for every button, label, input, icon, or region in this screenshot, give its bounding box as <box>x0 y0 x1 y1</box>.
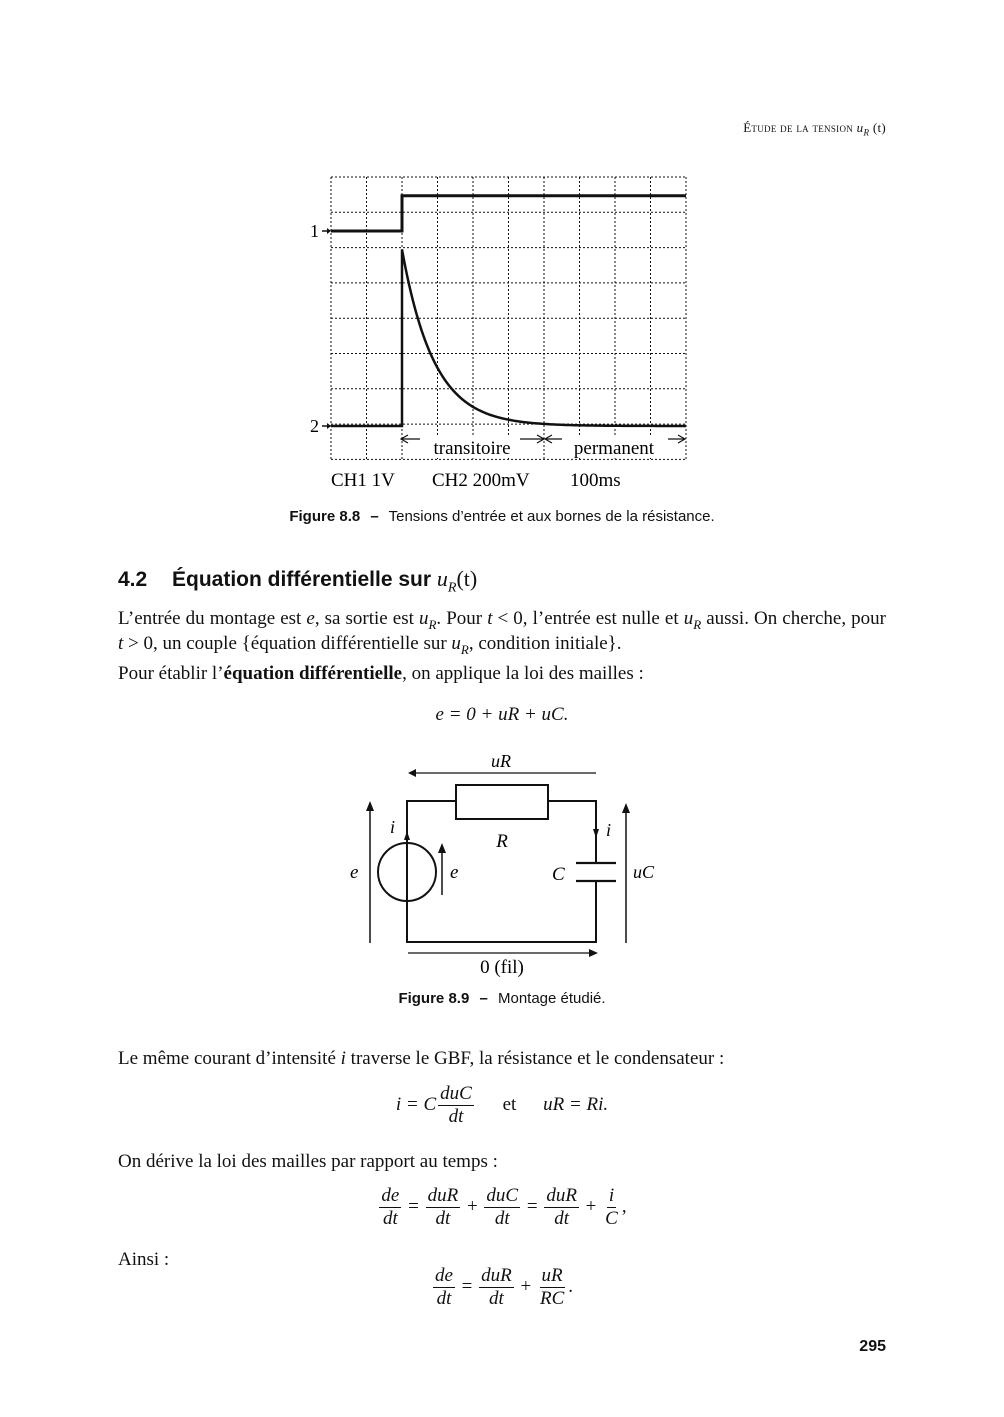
e-outer-arrowhead <box>366 801 374 811</box>
paragraph-derive: On dérive la loi des mailles par rapport au temps : <box>118 1151 498 1172</box>
label-uC: uC <box>633 862 655 882</box>
channel1-marker-arrowhead <box>327 228 331 234</box>
paragraph-thus: Ainsi : <box>118 1249 170 1270</box>
paragraph-intro: L’entrée du montage est e, sa sortie est $u_R$. Pour t < 0, l’entrée est nulle et $u_R$ aussi. On cherche, pour t > 0, un couple {équation différentielle sur $u_R$, condition initiale}. <box>118 608 886 657</box>
caption-dash: – <box>370 508 379 525</box>
running-header <box>743 120 886 138</box>
circuit-figure <box>330 745 670 985</box>
header-sub: R <box>863 127 870 138</box>
channel2-marker: 2 <box>310 416 319 436</box>
channel2-marker-arrowhead <box>327 423 331 429</box>
uR-arrowhead <box>408 769 416 777</box>
transient-label: transitoire <box>433 438 511 459</box>
section-heading <box>118 566 477 596</box>
caption-text: Tensions d’entrée et aux bornes de la résistance. <box>388 508 715 525</box>
paragraph-current: Le même courant d’intensité i traverse le GBF, la résistance et le condensateur : <box>118 1048 725 1069</box>
label-C: C <box>552 864 565 885</box>
label-R: R <box>496 831 508 852</box>
page-number: 295 <box>859 1338 886 1355</box>
e-inner-arrowhead <box>438 843 446 853</box>
section-title: Équation différentielle sur <box>172 568 432 591</box>
caption-dash: – <box>479 990 488 1007</box>
ch2-setting: CH2 200mV <box>432 470 530 491</box>
header-var: u <box>856 120 864 135</box>
label-wire: 0 (fil) <box>480 957 524 978</box>
paragraph-method: Pour établir l’équation différentielle, on applique la loi des mailles : <box>118 663 644 684</box>
uC-arrowhead <box>622 803 630 813</box>
equation-final: $\frac{de}{dt}$ = $\frac{\text{duR}}{dt}$ + $\frac{uR}{RC}$ . <box>434 1265 573 1309</box>
equation-mesh-law: e = 0 + uR + uC. <box>435 704 569 725</box>
resistor <box>456 785 548 819</box>
current-right-arrowhead <box>593 829 599 838</box>
oscilloscope-grid <box>331 177 686 459</box>
ch1-setting: CH1 1V <box>331 470 395 491</box>
channel1-marker: 1 <box>310 221 319 241</box>
section-number: 4.2 <box>118 568 148 591</box>
equation-derivative: $\frac{de}{dt}$ = $\frac{\text{duR}}{dt}$ + $\frac{\text{duC}}{dt}$ = $\frac{\text{duR}}{dt}$ + $\frac{i}{C}$ , <box>381 1185 627 1229</box>
header-text: Étude de la tension <box>743 120 854 135</box>
caption-label: Figure 8.8 <box>289 508 361 525</box>
permanent-label: permanent <box>573 438 655 459</box>
label-e-outer: e <box>350 862 359 883</box>
section-math: $u_R(t)$ <box>436 566 478 596</box>
figure-8-9-caption <box>0 990 1004 1007</box>
caption-label: Figure 8.9 <box>398 990 470 1007</box>
wire-right-top <box>548 801 596 863</box>
caption-text: Montage étudié. <box>497 990 606 1007</box>
label-i-left: i <box>390 817 396 837</box>
bold-term: équation différentielle <box>223 663 403 684</box>
wire-bottom <box>407 881 596 942</box>
label-i-right: i <box>606 820 612 840</box>
equation-current: i = C $\frac{\text{duC}}{dt}$ et uR = Ri. <box>395 1083 609 1127</box>
figure-8-8-caption <box>0 508 1004 525</box>
label-uR: uR <box>491 751 511 771</box>
wire-voltage-arrowhead <box>589 949 598 957</box>
current-left-arrowhead <box>404 831 410 840</box>
time-setting: 100ms <box>570 470 621 491</box>
oscilloscope-figure <box>300 170 700 500</box>
label-e-inner: e <box>450 862 459 883</box>
header-arg: (t) <box>872 120 886 135</box>
